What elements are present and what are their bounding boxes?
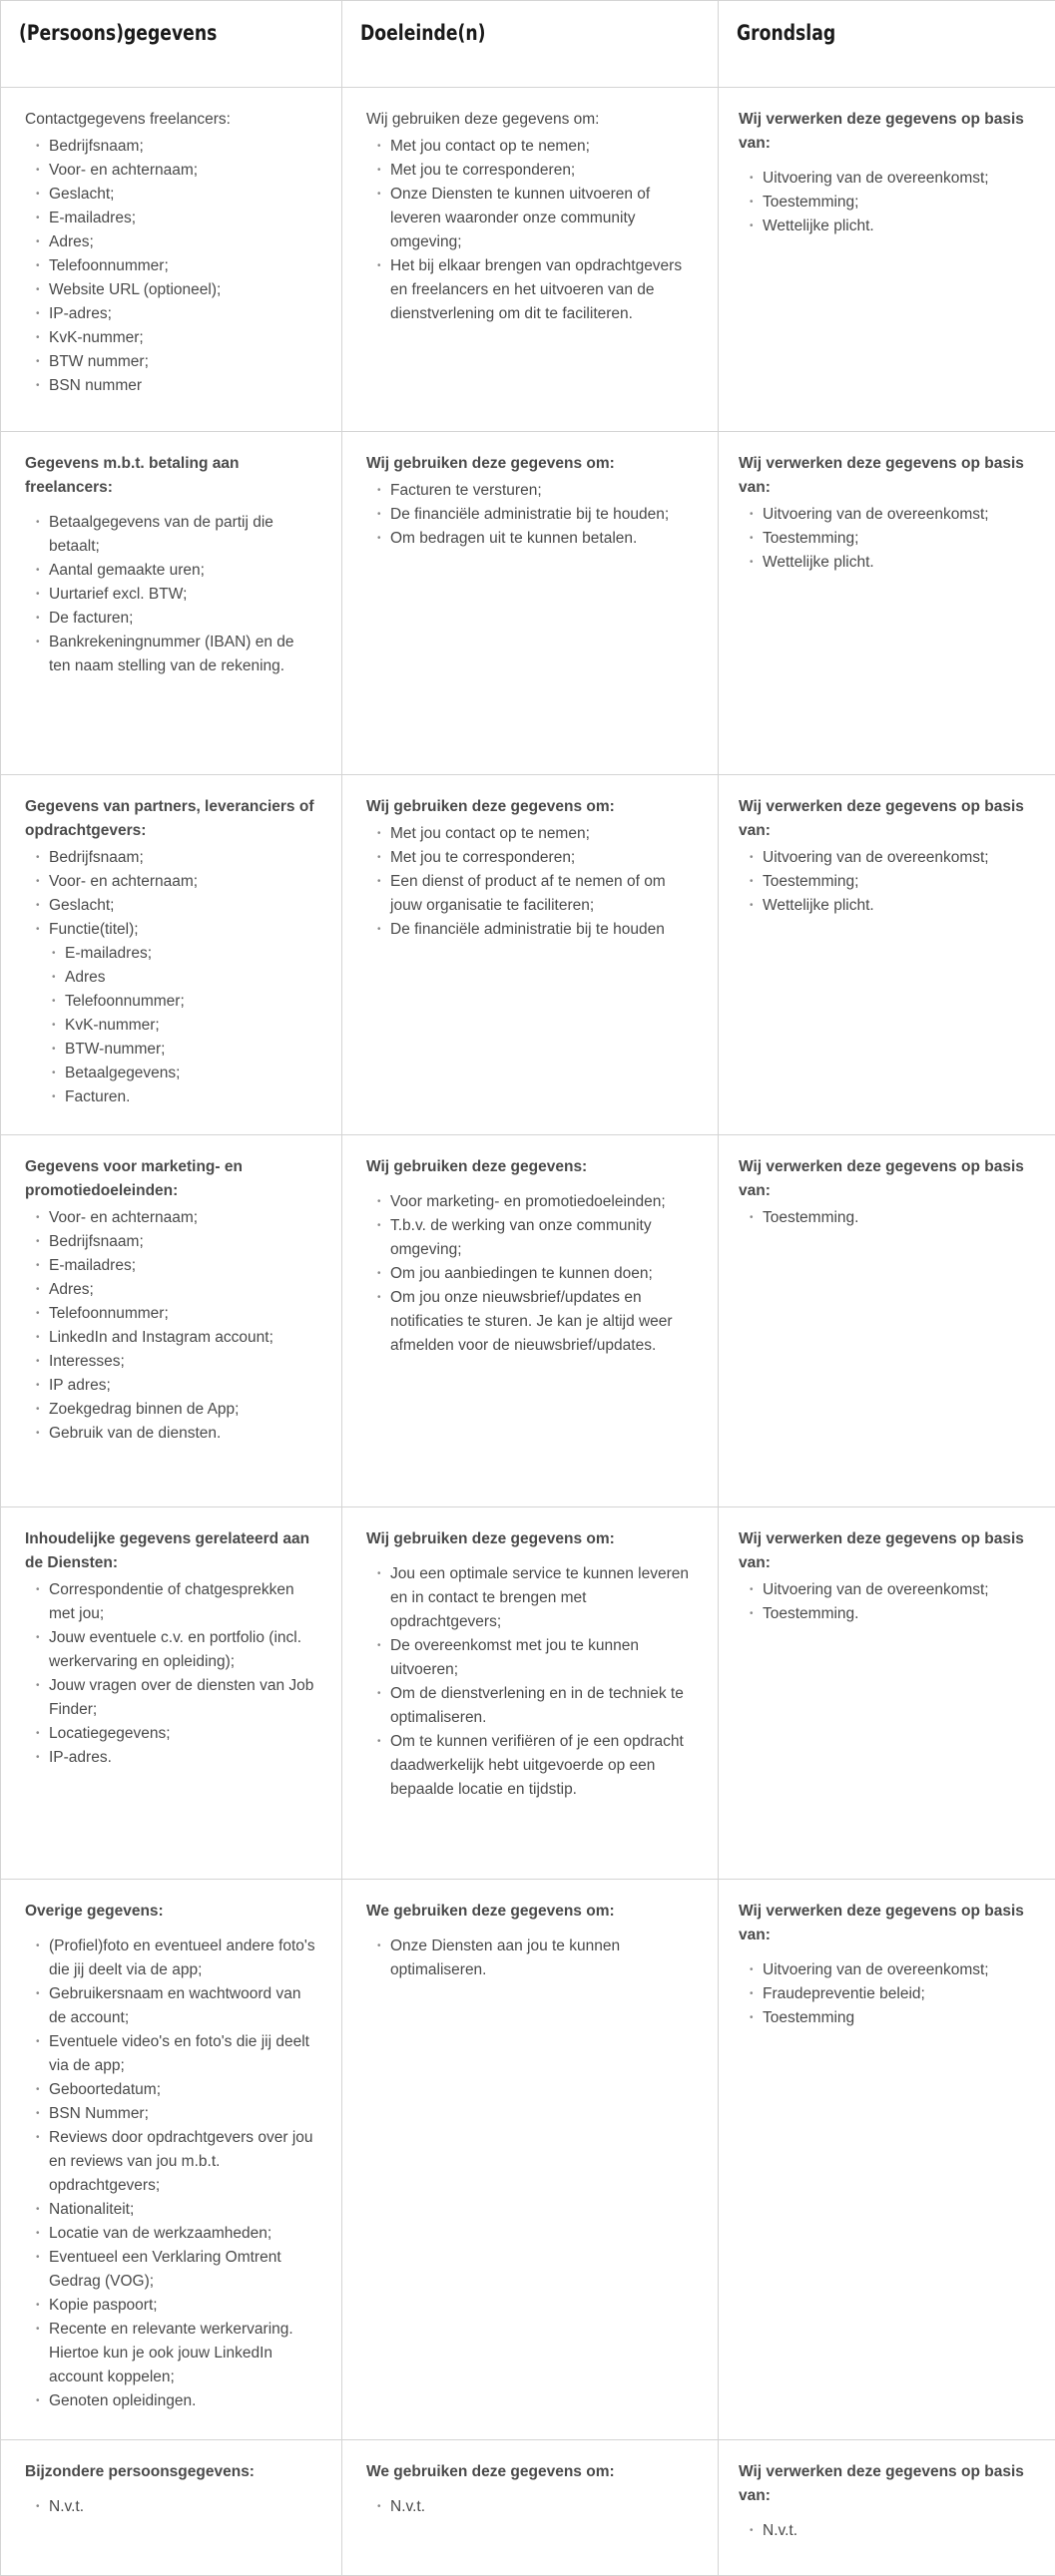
- list-item: • Recente en relevante werkervaring. Hiertoe kun je ook jouw LinkedIn account koppelen;: [25, 2318, 319, 2389]
- list-item: • Uitvoering van de overeenkomst;: [739, 846, 1033, 870]
- list-item: • Wettelijke plicht.: [739, 551, 1033, 575]
- list-item: • (Profiel)foto en eventueel andere foto's die jij deelt via de app;: [25, 1934, 319, 1982]
- list-item: • Om bedragen uit te kunnen betalen.: [366, 527, 696, 551]
- list-item: • De financiële administratie bij te houden: [366, 918, 696, 942]
- list-item: • Voor- en achternaam;: [25, 1206, 319, 1230]
- list-item: • Om de dienstverlening en in de techniek te optimaliseren.: [366, 1682, 696, 1730]
- list-item: • Voor- en achternaam;: [25, 159, 319, 183]
- list-item: • Gebruikersnaam en wachtwoord van de account;: [25, 1982, 319, 2030]
- table-row: [1, 1507, 1055, 1880]
- list-item: • Aantal gemaakte uren;: [25, 559, 319, 583]
- list-item: • BSN nummer: [25, 374, 319, 398]
- list-item: • Jouw eventuele c.v. en portfolio (incl. werkervaring en opleiding);: [25, 1626, 319, 1674]
- cell-heading: Gegevens m.b.t. betaling aan freelancers:: [25, 452, 319, 500]
- list-item: • IP-adres.: [25, 1746, 319, 1770]
- list-item: • Onze Diensten aan jou te kunnen optimaliseren.: [366, 1934, 696, 1982]
- list-item: • Facturen.: [25, 1085, 319, 1109]
- table-cell: [1, 88, 342, 432]
- table-cell: [342, 775, 719, 1135]
- bullet-list: [366, 1190, 696, 1358]
- table-row: [1, 775, 1055, 1135]
- cell-heading: We gebruiken deze gegevens om:: [366, 1900, 696, 1924]
- list-item: • E-mailadres;: [25, 207, 319, 230]
- list-item: • Toestemming;: [739, 870, 1033, 894]
- table-cell: [719, 2440, 1055, 2576]
- bullet-list: [25, 1934, 319, 2413]
- table-cell: [1, 1880, 342, 2440]
- list-item: • Wettelijke plicht.: [739, 215, 1033, 238]
- table-cell: [719, 1135, 1055, 1507]
- list-item: • De facturen;: [25, 607, 319, 631]
- list-item: • Bedrijfsnaam;: [25, 846, 319, 870]
- table-cell: [342, 1135, 719, 1507]
- list-item: • Toestemming.: [739, 1206, 1033, 1230]
- bullet-list: [739, 503, 1033, 575]
- bullet-list: [739, 846, 1033, 918]
- list-item: • Bedrijfsnaam;: [25, 1230, 319, 1254]
- table-cell: [342, 432, 719, 775]
- header-doeleinden: Doeleinde(n): [342, 1, 719, 88]
- list-item: • Onze Diensten te kunnen uitvoeren of leveren waaronder onze community omgeving;: [366, 183, 696, 254]
- cell-heading: Wij verwerken deze gegevens op basis van:: [739, 1900, 1033, 1947]
- table-cell: [719, 1880, 1055, 2440]
- list-item: • LinkedIn and Instagram account;: [25, 1326, 319, 1350]
- list-item: • Kopie paspoort;: [25, 2294, 319, 2318]
- bullet-list: [366, 822, 696, 942]
- bullet-list: [739, 2519, 1033, 2543]
- list-item: • Het bij elkaar brengen van opdrachtgevers en freelancers en het uitvoeren van de dienstverlening om dit te faciliteren.: [366, 254, 696, 326]
- list-item: • Uitvoering van de overeenkomst;: [739, 503, 1033, 527]
- list-item: • BTW-nummer;: [25, 1038, 319, 1062]
- cell-heading: Bijzondere persoonsgegevens:: [25, 2460, 319, 2484]
- cell-heading: Gegevens voor marketing- en promotiedoeleinden:: [25, 1155, 319, 1203]
- bullet-list: [366, 2495, 696, 2519]
- bullet-list: [739, 1578, 1033, 1626]
- list-item: • Adres;: [25, 230, 319, 254]
- list-item: • KvK-nummer;: [25, 1014, 319, 1038]
- list-item: • De overeenkomst met jou te kunnen uitvoeren;: [366, 1634, 696, 1682]
- list-item: • Om jou onze nieuwsbrief/updates en notificaties te sturen. Je kan je altijd weer afmelden voor de nieuwsbrief/updates.: [366, 1286, 696, 1358]
- bullet-list: [366, 1562, 696, 1802]
- table-row: [1, 1135, 1055, 1507]
- cell-heading: Wij gebruiken deze gegevens om:: [366, 108, 696, 132]
- list-item: • IP-adres;: [25, 302, 319, 326]
- list-item: • Adres;: [25, 1278, 319, 1302]
- list-item: • Telefoonnummer;: [25, 990, 319, 1014]
- list-item: • Geslacht;: [25, 894, 319, 918]
- table-cell: [1, 432, 342, 775]
- list-item: • Om jou aanbiedingen te kunnen doen;: [366, 1262, 696, 1286]
- list-item: • Uitvoering van de overeenkomst;: [739, 1578, 1033, 1602]
- cell-heading: Wij gebruiken deze gegevens om:: [366, 795, 696, 819]
- list-item: • E-mailadres;: [25, 1254, 319, 1278]
- table-cell: [342, 88, 719, 432]
- list-item: • E-mailadres;: [25, 942, 319, 966]
- list-item: • N.v.t.: [739, 2519, 1033, 2543]
- cell-heading: Wij verwerken deze gegevens op basis van:: [739, 1155, 1033, 1203]
- table-cell: [1, 775, 342, 1135]
- cell-heading: Wij verwerken deze gegevens op basis van:: [739, 1527, 1033, 1575]
- bullet-list: [25, 1578, 319, 1770]
- list-item: • Een dienst of product af te nemen of om jouw organisatie te faciliteren;: [366, 870, 696, 918]
- table-cell: [342, 2440, 719, 2576]
- bullet-list: [739, 1206, 1033, 1230]
- bullet-list: [739, 167, 1033, 238]
- list-item: • Eventueel een Verklaring Omtrent Gedrag (VOG);: [25, 2246, 319, 2294]
- list-item: • Geboortedatum;: [25, 2078, 319, 2102]
- list-item: • Fraudepreventie beleid;: [739, 1982, 1033, 2006]
- list-item: • Met jou contact op te nemen;: [366, 822, 696, 846]
- list-item: • Jou een optimale service te kunnen leveren en in contact te brengen met opdrachtgevers;: [366, 1562, 696, 1634]
- table-cell: [719, 775, 1055, 1135]
- list-item: • BTW nummer;: [25, 350, 319, 374]
- list-item: • Locatie van de werkzaamheden;: [25, 2222, 319, 2246]
- list-item: • Om te kunnen verifiëren of je een opdracht daadwerkelijk hebt uitgevoerde op een bepaalde locatie en tijdstip.: [366, 1730, 696, 1802]
- bullet-list: [25, 2495, 319, 2519]
- list-item: • N.v.t.: [25, 2495, 319, 2519]
- list-item: • Uurtarief excl. BTW;: [25, 583, 319, 607]
- list-item: • T.b.v. de werking van onze community omgeving;: [366, 1214, 696, 1262]
- list-item: • Betaalgegevens van de partij die betaalt;: [25, 511, 319, 559]
- list-item: • Toestemming;: [739, 191, 1033, 215]
- bullet-list: [366, 479, 696, 551]
- list-item: • Bedrijfsnaam;: [25, 135, 319, 159]
- list-item: • Met jou te corresponderen;: [366, 846, 696, 870]
- table-cell: [1, 1507, 342, 1880]
- bullet-list: [739, 1958, 1033, 2030]
- cell-heading: Wij gebruiken deze gegevens:: [366, 1155, 696, 1179]
- table-row: [1, 1880, 1055, 2440]
- list-item: • Toestemming.: [739, 1602, 1033, 1626]
- bullet-list: [25, 511, 319, 678]
- list-item: • Website URL (optioneel);: [25, 278, 319, 302]
- cell-heading: Wij verwerken deze gegevens op basis van:: [739, 795, 1033, 843]
- list-item: • Met jou contact op te nemen;: [366, 135, 696, 159]
- list-item: • KvK-nummer;: [25, 326, 319, 350]
- cell-heading: Wij verwerken deze gegevens op basis van:: [739, 108, 1033, 156]
- list-item: • Facturen te versturen;: [366, 479, 696, 503]
- list-item: • Met jou te corresponderen;: [366, 159, 696, 183]
- list-item: • De financiële administratie bij te houden;: [366, 503, 696, 527]
- header-grondslag: Grondslag: [719, 1, 1055, 88]
- cell-heading: Wij gebruiken deze gegevens om:: [366, 1527, 696, 1551]
- table-cell: [1, 1135, 342, 1507]
- list-item: • Betaalgegevens;: [25, 1062, 319, 1085]
- cell-heading: Wij verwerken deze gegevens op basis van:: [739, 2460, 1033, 2508]
- table-row: [1, 2440, 1055, 2576]
- table-cell: [719, 1507, 1055, 1880]
- table-row: [1, 88, 1055, 432]
- list-item: • Bankrekeningnummer (IBAN) en de ten naam stelling van de rekening.: [25, 631, 319, 678]
- cell-heading: Contactgegevens freelancers:: [25, 108, 319, 132]
- list-item: • Reviews door opdrachtgevers over jou en reviews van jou m.b.t. opdrachtgevers;: [25, 2126, 319, 2198]
- list-item: • Eventuele video's en foto's die jij deelt via de app;: [25, 2030, 319, 2078]
- list-item: • N.v.t.: [366, 2495, 696, 2519]
- list-item: • Functie(titel);: [25, 918, 319, 942]
- list-item: • Toestemming: [739, 2006, 1033, 2030]
- cell-heading: Gegevens van partners, leveranciers of opdrachtgevers:: [25, 795, 319, 843]
- cell-heading: Wij verwerken deze gegevens op basis van:: [739, 452, 1033, 500]
- list-item: • Adres: [25, 966, 319, 990]
- list-item: • Voor- en achternaam;: [25, 870, 319, 894]
- list-item: • Correspondentie of chatgesprekken met jou;: [25, 1578, 319, 1626]
- bullet-list: [25, 1206, 319, 1446]
- list-item: • Uitvoering van de overeenkomst;: [739, 167, 1033, 191]
- list-item: • Genoten opleidingen.: [25, 2389, 319, 2413]
- list-item: • Uitvoering van de overeenkomst;: [739, 1958, 1033, 1982]
- list-item: • Zoekgedrag binnen de App;: [25, 1398, 319, 1422]
- table-cell: [342, 1880, 719, 2440]
- table-row: [1, 432, 1055, 775]
- list-item: • Wettelijke plicht.: [739, 894, 1033, 918]
- table-header-row: [1, 1, 1055, 88]
- list-item: • Jouw vragen over de diensten van Job Finder;: [25, 1674, 319, 1722]
- list-item: • Voor marketing- en promotiedoeleinden;: [366, 1190, 696, 1214]
- bullet-list: [25, 135, 319, 398]
- cell-heading: Inhoudelijke gegevens gerelateerd aan de Diensten:: [25, 1527, 319, 1575]
- bullet-list: [25, 846, 319, 1109]
- list-item: • Gebruik van de diensten.: [25, 1422, 319, 1446]
- list-item: • Telefoonnummer;: [25, 254, 319, 278]
- list-item: • Telefoonnummer;: [25, 1302, 319, 1326]
- list-item: • BSN Nummer;: [25, 2102, 319, 2126]
- table-cell: [719, 432, 1055, 775]
- list-item: • Locatiegegevens;: [25, 1722, 319, 1746]
- table-cell: [719, 88, 1055, 432]
- table-cell: [1, 2440, 342, 2576]
- list-item: • Interesses;: [25, 1350, 319, 1374]
- list-item: • Geslacht;: [25, 183, 319, 207]
- list-item: • IP adres;: [25, 1374, 319, 1398]
- bullet-list: [366, 1934, 696, 1982]
- cell-heading: Overige gegevens:: [25, 1900, 319, 1924]
- header-persoonsgegevens: (Persoons)gegevens: [1, 1, 342, 88]
- bullet-list: [366, 135, 696, 326]
- cell-heading: We gebruiken deze gegevens om:: [366, 2460, 696, 2484]
- list-item: • Toestemming;: [739, 527, 1033, 551]
- table-cell: [342, 1507, 719, 1880]
- cell-heading: Wij gebruiken deze gegevens om:: [366, 452, 696, 476]
- list-item: • Nationaliteit;: [25, 2198, 319, 2222]
